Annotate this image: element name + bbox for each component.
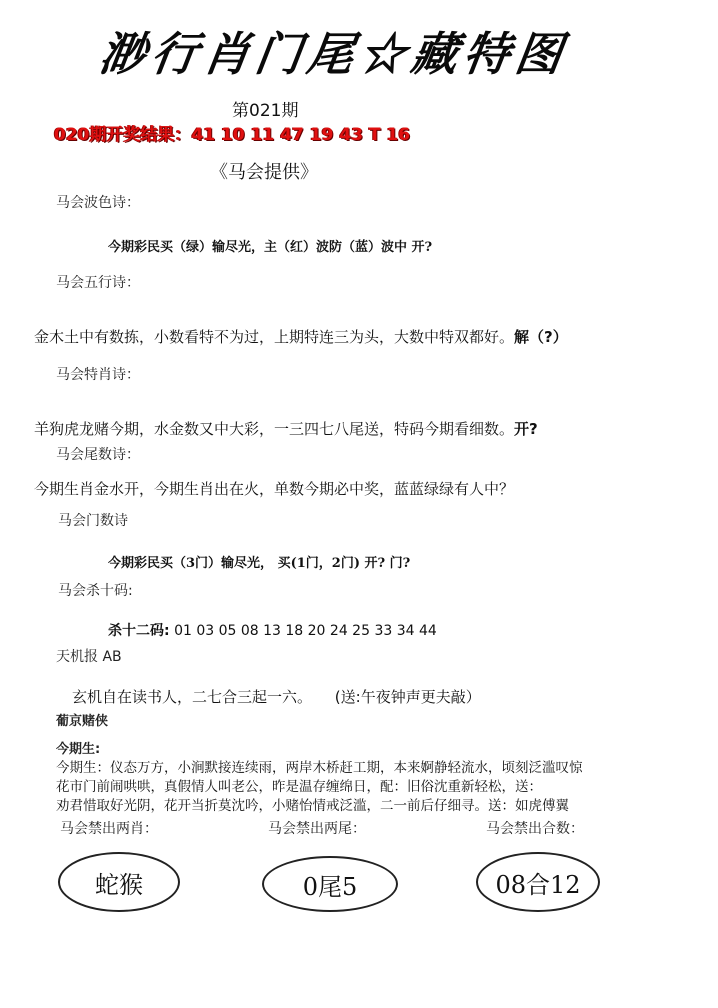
door-poem-text: 今期彩民买（3门）输尽光， 买(1门，2门) 开? 门? <box>108 556 411 571</box>
gamble-label: 葡京赌侠 <box>56 714 109 729</box>
five-elements-text <box>34 326 568 347</box>
page-title: 渺行肖门尾☆藏特图 <box>95 27 572 81</box>
wave-poem-text: 今期彩民买（绿）输尽光，主（红）波防（蓝）波中 开? <box>108 240 433 255</box>
zodiac-poem-text <box>34 418 538 439</box>
today-label: 今期生: <box>56 742 101 757</box>
tail-poem-label: 马会尾数诗： <box>56 447 140 463</box>
ban-tail-value: 0尾5 <box>302 872 358 901</box>
issue-number: 第021期 <box>232 101 299 121</box>
today-line-2: 花市门前闹哄哄，真假情人叫老公，昨是温存缠绵日，配：旧俗沈重新轻松，送： <box>56 779 542 795</box>
ban-zodiac-value: 蛇猴 <box>95 870 143 899</box>
ban-tail-oval <box>262 856 398 912</box>
tianji-verse: 玄机自在读书人，二七合三起一六。 <box>72 688 313 706</box>
tianji-label: 天机报 AB <box>56 649 122 665</box>
today-line-1: 今期生：仪态万方，小涧默接连续雨，两岸木桥赶工期，本来婀静轻流水，顷刻泛滥叹惊 <box>56 760 583 776</box>
today-line-3: 劝君惜取好光阴，花开当折莫沈吟，小赌怡情戒泛滥，二一前后仔细寻。送：如虎傅翼 <box>56 798 569 814</box>
zodiac-suffix: 开? <box>514 420 538 438</box>
kill-numbers-prefix: 杀十二码: <box>108 623 170 639</box>
five-elements-verse: 金木土中有数拣，小数看特不为过，上期特连三为头，大数中特双都好。 <box>34 328 515 346</box>
tail-poem-text: 今期生肖金水开，今期生肖出在火，单数今期必中奖，蓝蓝绿绿有人中？ <box>34 480 515 498</box>
previous-result: 020期开奖结果：41 10 11 47 19 43 T 16 <box>54 125 411 145</box>
zodiac-verse: 羊狗虎龙赌今期，水金数又中大彩，一三四七八尾送，特码今期看细数。 <box>34 420 515 438</box>
ban-zodiac-label: 马会禁出两肖： <box>60 821 158 837</box>
provider-label: 《马会提供》 <box>210 162 318 183</box>
tianji-send: (送:午夜钟声更夫敲） <box>334 688 481 706</box>
kill-numbers-label: 马会杀十码: <box>58 583 133 599</box>
ban-sum-label: 马会禁出合数： <box>486 821 584 837</box>
five-elements-suffix: 解（?） <box>514 328 568 346</box>
wave-poem-label: 马会波色诗： <box>56 195 140 211</box>
ban-tail-label: 马会禁出两尾： <box>268 821 366 837</box>
ban-sum-oval <box>476 852 600 912</box>
zodiac-poem-label: 马会特肖诗： <box>56 367 140 383</box>
door-poem-label: 马会门数诗 <box>58 513 128 529</box>
tianji-text <box>72 686 481 707</box>
ban-sum-value: 08合12 <box>495 870 581 899</box>
kill-numbers-row <box>108 620 437 640</box>
ban-zodiac-oval <box>58 852 180 912</box>
five-elements-label: 马会五行诗： <box>56 275 140 291</box>
kill-numbers-values: 01 03 05 08 13 18 20 24 25 33 34 44 <box>174 623 437 639</box>
